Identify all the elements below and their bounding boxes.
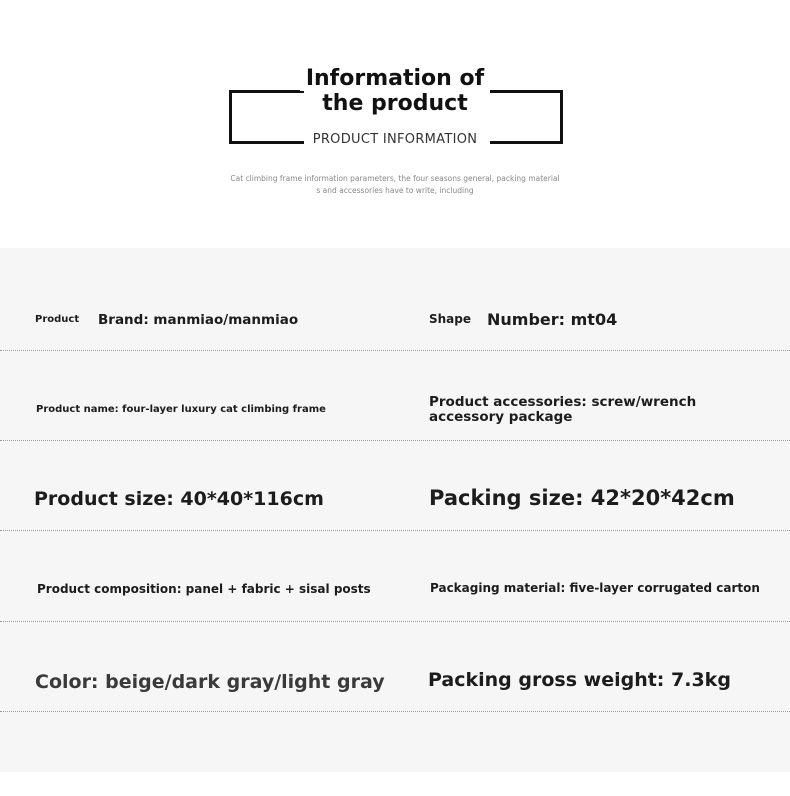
row-divider bbox=[0, 621, 790, 622]
product-info-header bbox=[0, 0, 790, 248]
product-label: Product bbox=[35, 314, 80, 325]
section-title-line1: Information of bbox=[0, 66, 790, 92]
row-divider bbox=[0, 440, 790, 441]
product-accessories bbox=[429, 395, 769, 425]
color-options: Color: beige/dark gray/light gray bbox=[35, 671, 385, 693]
row-divider bbox=[0, 530, 790, 531]
product-name: Product name: four-layer luxury cat climbing frame bbox=[36, 404, 326, 415]
brand-value: Brand: manmiao/manmiao bbox=[98, 312, 299, 328]
section-description-line2: s and accessories have to write, including bbox=[316, 186, 474, 195]
spec-table bbox=[0, 248, 790, 772]
packing-size: Packing size: 42*20*42cm bbox=[429, 486, 735, 510]
product-accessories-line1: Product accessories: screw/wrench bbox=[429, 394, 697, 410]
shape-label: Shape bbox=[429, 312, 472, 326]
section-description-line1: Cat climbing frame information parameters, the four seasons general, packing material bbox=[230, 174, 560, 183]
packing-gross-weight: Packing gross weight: 7.3kg bbox=[428, 669, 731, 691]
section-subtitle: PRODUCT INFORMATION bbox=[0, 131, 790, 149]
product-size: Product size: 40*40*116cm bbox=[34, 488, 324, 510]
row-divider bbox=[0, 711, 790, 712]
row-divider bbox=[0, 350, 790, 351]
section-title-line2: the product bbox=[0, 91, 790, 117]
packaging-material: Packaging material: five-layer corrugated carton bbox=[430, 581, 760, 595]
product-composition: Product composition: panel + fabric + sisal posts bbox=[37, 582, 371, 596]
model-number-value: Number: mt04 bbox=[487, 310, 618, 329]
product-accessories-line2: accessory package bbox=[429, 409, 573, 425]
